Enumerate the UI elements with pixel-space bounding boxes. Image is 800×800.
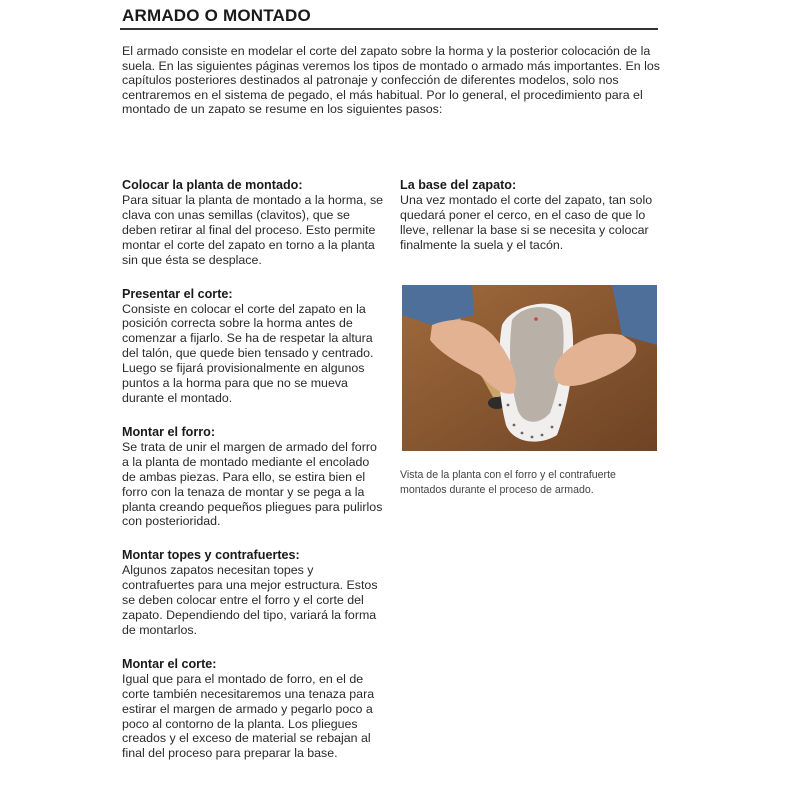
section-montar-corte xyxy=(122,657,384,761)
section-montar-forro xyxy=(122,425,384,529)
section-montar-topes xyxy=(122,548,384,638)
section-body: Para situar la planta de montado a la horma, se clava con unas semillas (clavitos), que se deben retirar al final del proceso. Esto permite montar el corte del zapato en torno a la planta sin que ésta se desplace. xyxy=(122,193,384,267)
photo-caption: Vista de la planta con el forro y el contrafuerte montados durante el proceso de armado. xyxy=(400,469,616,496)
section-heading: Colocar la planta de montado: xyxy=(122,178,303,192)
section-body: Consiste en colocar el corte del zapato en la posición correcta sobre la horma antes de comenzar a fijarlo. Se ha de respetar la altura del talón, que quede bien tensado y centrado. Luego se fijará provisionalmente en algunos puntos a la horma para que no se mueva durante el montado. xyxy=(122,301,374,405)
section-base-zapato xyxy=(400,178,662,253)
section-heading: Montar el forro: xyxy=(122,424,216,439)
section-colocar-planta xyxy=(122,178,384,268)
section-body: Se trata de unir el margen de armado del forro a la planta de montado mediante el encolado de ambas piezas. Para ello, se estira bien el forro con la tenaza de montar y se pega a la planta creando pequeños pliegues para pulirlos con posterioridad. xyxy=(122,439,383,529)
section-heading: Montar el corte: xyxy=(122,656,217,671)
intro-text xyxy=(122,44,662,117)
title-rule xyxy=(120,28,658,30)
section-body: Una vez montado el corte del zapato, tan solo quedará poner el cerco, en el caso de que lo lleve, rellenar la base si se necesita y colocar finalmente la suela y el tacón. xyxy=(400,193,653,252)
intro-paragraph: El armado consiste en modelar el corte del zapato sobre la horma y la posterior colocación de la suela. En las siguientes páginas veremos los tipos de montado o armado más importantes. En los capítulos posteriores destinados al patronaje y confección de diferentes modelos, solo nos centraremos en el sistema de pegado, el más habitual. Por lo general, el procedimiento para el montado de un zapato se resume en los siguientes pasos: xyxy=(122,44,660,117)
section-body: Algunos zapatos necesitan topes y contrafuertes para una mejor estructura. Estos se deben colocar entre el forro y el corte del zapato. Dependiendo del tipo, variará la forma de montarlos. xyxy=(122,563,378,637)
left-column xyxy=(122,178,384,780)
section-heading: Presentar el corte: xyxy=(122,286,233,301)
right-column xyxy=(400,178,662,272)
section-heading: La base del zapato: xyxy=(400,178,517,192)
page-title: ARMADO O MONTADO xyxy=(122,6,311,25)
section-body: Igual que para el montado de forro, en el de corte también necesitaremos una tenaza para estirar el margen de armado y pegarlo poco a poco al contorno de la planta. Los pliegues creados y el exceso de material se rebajan al final del proceso para preparar la base. xyxy=(122,671,375,761)
section-heading: Montar topes y contrafuertes: xyxy=(122,548,300,563)
shoe-assembly-photo xyxy=(402,285,657,451)
section-presentar-corte xyxy=(122,287,384,406)
photo-illustration xyxy=(402,285,657,451)
